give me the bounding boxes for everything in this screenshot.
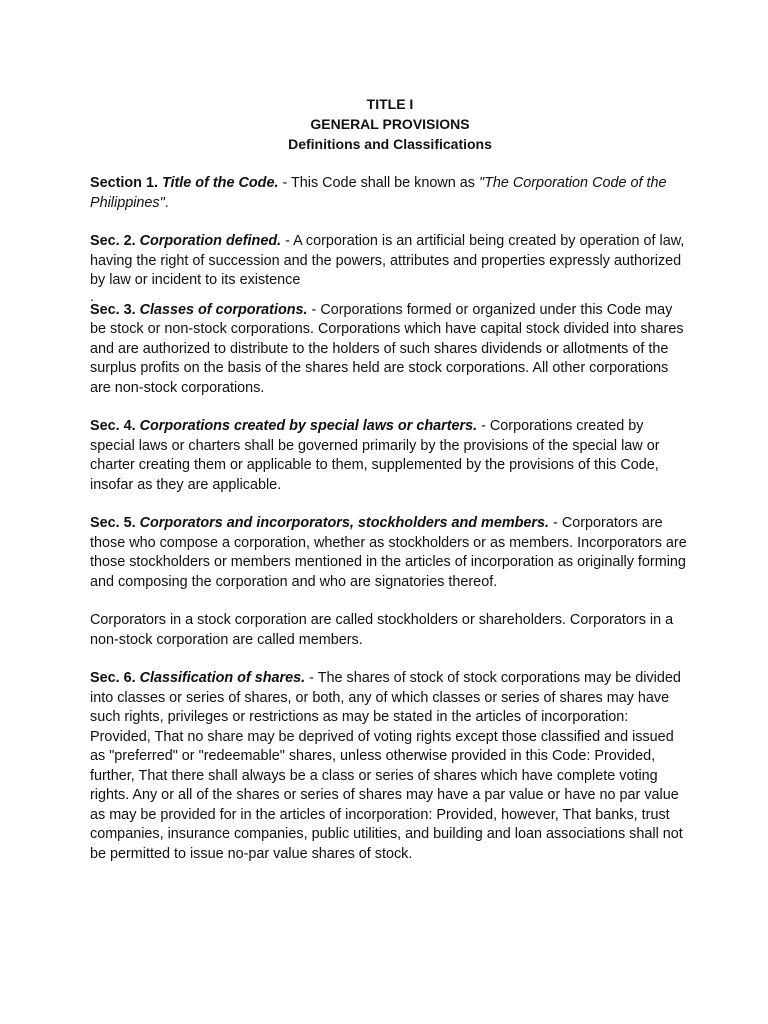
section-6-label: Sec. 6. <box>90 670 136 686</box>
document-page <box>90 94 690 883</box>
section-6-title: Classification of shares. <box>139 670 306 686</box>
section-1-end: . <box>164 194 169 211</box>
section-4-label: Sec. 4. <box>90 418 136 434</box>
section-5-label: Sec. 5. <box>90 515 136 531</box>
section-2-title: Corporation defined. <box>139 233 282 249</box>
section-1-title: Title of the Code. <box>161 175 279 191</box>
section-6-text: - The shares of stock of stock corporations may be divided into classes or series of shares, or both, any of which classes or series of shares may have such rights, privileges or restrictions as may be stated in the articles of incorporation: Provided, That no share may be deprived of voting rights except those classified and issued as "preferred" or "redeemable" shares, unless otherwise provided in this Code: Provided, further, That there shall always be a class or series of shares which have complete voting rights. Any or all of the shares or series of shares may have a par value or have no par value as may be provided for in the articles of incorporation: Provided, however, That banks, trust companies, insurance companies, public utilities, and building and loan associations shall not be permitted to issue no-par value shares of stock. <box>90 670 683 862</box>
section-1-quote: "The Corporation Code of the Philippines" <box>90 175 667 211</box>
title-line-2: GENERAL PROVISIONS <box>310 116 470 132</box>
section-2-stray-period: . <box>90 287 94 304</box>
title-line-3: Definitions and Classifications <box>288 136 492 152</box>
section-6 <box>90 669 690 864</box>
section-5-text: - Corporators are those who compose a corporation, whether as stockholders or as members. Incorporators are those stockholders or members mentioned in the articles of incorporation as originally forming and composing the corporation and who are signatories thereof. <box>90 515 687 590</box>
section-2-label: Sec. 2. <box>90 233 136 249</box>
section-4-title: Corporations created by special laws or charters. <box>139 418 478 434</box>
section-2-text: - A corporation is an artificial being created by operation of law, having the right of succession and the powers, attributes and properties expressly authorized by law or incident to its existence <box>90 233 685 288</box>
section-3 <box>90 301 690 399</box>
section-2 <box>90 232 690 291</box>
section-1-text: - This Code shall be known as <box>278 175 479 191</box>
section-4-text: - Corporations created by special laws or charters shall be governed primarily by the provisions of the special law or charter creating them or applicable to them, supplemented by the provisions of this Code, insofar as they are applicable. <box>90 418 660 493</box>
section-3-label: Sec. 3. <box>90 301 136 318</box>
section-1 <box>90 174 690 213</box>
section-1-label: Section 1. <box>90 175 158 191</box>
section-5-paragraph-2: Corporators in a stock corporation are called stockholders or shareholders. Corporators in a non-stock corporation are called members. <box>90 612 674 648</box>
section-3-title: Classes of corporations. <box>139 301 308 318</box>
section-5-title: Corporators and incorporators, stockholders and members. <box>139 515 550 531</box>
section-4 <box>90 417 690 495</box>
section-5 <box>90 514 690 592</box>
title-line-1: TITLE I <box>366 96 414 112</box>
title-block <box>90 94 690 154</box>
section-3-text: - Corporations formed or organized under this Code may be stock or non-stock corporations. Corporations which have capital stock divided into shares and are authorized to distribute to the holders of such shares dividends or allotments of the surplus profits on the basis of the shares held are stock corporations. All other corporations are non-stock corporations. <box>90 301 684 396</box>
